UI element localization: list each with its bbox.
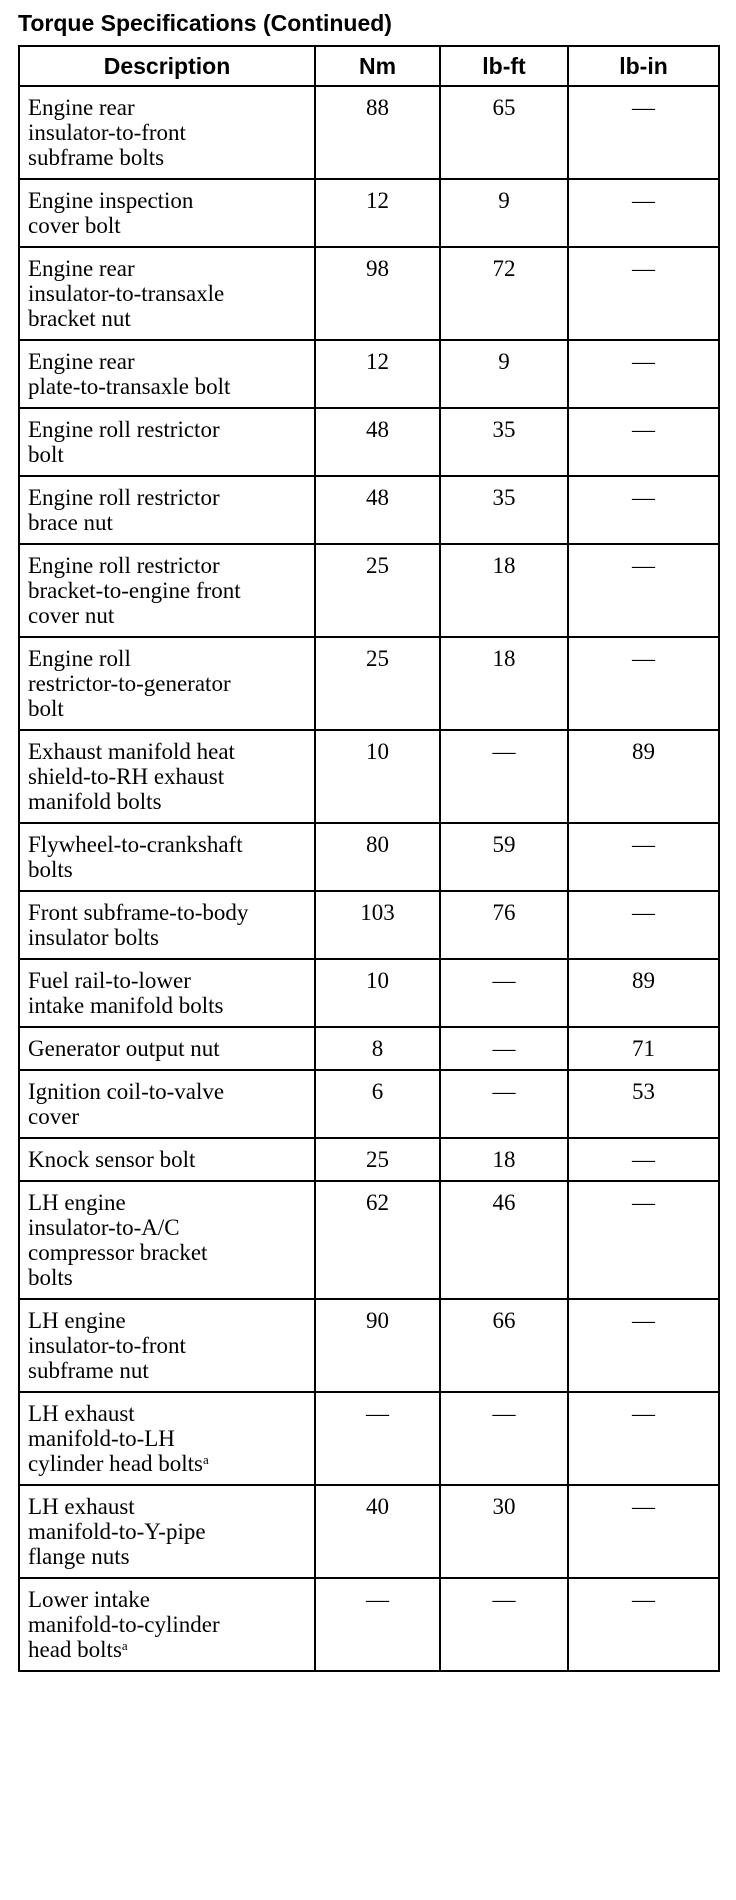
cell-nm: 10 [315, 730, 440, 823]
table-row [19, 179, 719, 247]
cell-lbft: 35 [440, 408, 568, 476]
cell-nm: 90 [315, 1299, 440, 1392]
cell-lbft: 46 [440, 1181, 568, 1299]
footnote-marker: a [121, 1638, 128, 1653]
cell-nm: 12 [315, 179, 440, 247]
cell-description [19, 891, 315, 959]
cell-nm: 25 [315, 1138, 440, 1181]
header-lbin: lb-in [568, 46, 719, 86]
cell-lbft: — [440, 1027, 568, 1070]
table-row [19, 1578, 719, 1671]
description-text: Fuel rail-to-lower intake manifold bolts [28, 968, 224, 1018]
cell-lbft: 18 [440, 544, 568, 637]
cell-lbft: 59 [440, 823, 568, 891]
cell-description [19, 1138, 315, 1181]
description-text: Generator output nut [28, 1036, 220, 1061]
cell-nm: 103 [315, 891, 440, 959]
cell-lbin: — [568, 1485, 719, 1578]
cell-nm: 12 [315, 340, 440, 408]
cell-lbft: 76 [440, 891, 568, 959]
cell-nm: 98 [315, 247, 440, 340]
table-row [19, 1392, 719, 1485]
description-text: Lower intake manifold-to-cylinder head bolts [28, 1587, 220, 1662]
description-text: Engine roll restrictor bolt [28, 417, 220, 467]
cell-lbft: 9 [440, 179, 568, 247]
cell-lbin: — [568, 179, 719, 247]
description-text: Engine roll restrictor bracket-to-engine front cover nut [28, 553, 241, 628]
cell-nm: 40 [315, 1485, 440, 1578]
cell-description [19, 637, 315, 730]
cell-lbft: — [440, 1578, 568, 1671]
page-title: Torque Specifications (Continued) [18, 10, 392, 36]
description-text: Engine rear plate-to-transaxle bolt [28, 349, 231, 399]
table-row [19, 823, 719, 891]
cell-lbin: — [568, 891, 719, 959]
table-row [19, 476, 719, 544]
description-text: LH engine insulator-to-A/C compressor bracket bolts [28, 1190, 208, 1290]
description-text: LH exhaust manifold-to-LH cylinder head bolts [28, 1401, 204, 1476]
description-text: Ignition coil-to-valve cover [28, 1079, 225, 1129]
cell-lbin: — [568, 247, 719, 340]
cell-description [19, 1070, 315, 1138]
table-row [19, 1070, 719, 1138]
table-row [19, 1485, 719, 1578]
table-body [19, 86, 719, 1671]
cell-nm: 8 [315, 1027, 440, 1070]
header-nm: Nm [315, 46, 440, 86]
cell-description [19, 86, 315, 179]
cell-description [19, 1485, 315, 1578]
table-row [19, 1181, 719, 1299]
cell-description [19, 1027, 315, 1070]
table-row [19, 408, 719, 476]
description-text: Engine rear insulator-to-front subframe bolts [28, 95, 186, 170]
cell-lbft: 18 [440, 1138, 568, 1181]
table-row [19, 247, 719, 340]
cell-nm: 88 [315, 86, 440, 179]
cell-description [19, 730, 315, 823]
cell-lbft: — [440, 959, 568, 1027]
cell-lbft: 72 [440, 247, 568, 340]
cell-description [19, 1181, 315, 1299]
cell-lbin: — [568, 86, 719, 179]
cell-lbin: 89 [568, 730, 719, 823]
cell-lbin: — [568, 637, 719, 730]
cell-nm: 48 [315, 476, 440, 544]
cell-lbft: 18 [440, 637, 568, 730]
table-row [19, 891, 719, 959]
cell-lbin: — [568, 823, 719, 891]
cell-lbft: 9 [440, 340, 568, 408]
description-text: Front subframe-to-body insulator bolts [28, 900, 249, 950]
cell-description [19, 247, 315, 340]
cell-nm: 6 [315, 1070, 440, 1138]
table-row [19, 1138, 719, 1181]
cell-nm: — [315, 1578, 440, 1671]
footnote-marker: a [203, 1452, 209, 1467]
torque-spec-table [18, 45, 720, 1672]
cell-lbin: — [568, 1299, 719, 1392]
cell-lbft: 66 [440, 1299, 568, 1392]
cell-nm: — [315, 1392, 440, 1485]
cell-nm: 62 [315, 1181, 440, 1299]
cell-lbft: — [440, 1070, 568, 1138]
cell-lbin: 53 [568, 1070, 719, 1138]
table-row [19, 637, 719, 730]
cell-description [19, 823, 315, 891]
description-text: Knock sensor bolt [28, 1147, 196, 1172]
table-row [19, 1299, 719, 1392]
cell-lbin: 89 [568, 959, 719, 1027]
description-text: Engine roll restrictor brace nut [28, 485, 220, 535]
cell-lbin: — [568, 476, 719, 544]
cell-lbft: — [440, 730, 568, 823]
cell-nm: 48 [315, 408, 440, 476]
table-row [19, 730, 719, 823]
table-row [19, 1027, 719, 1070]
table-row [19, 86, 719, 179]
cell-lbin: — [568, 544, 719, 637]
cell-lbin: — [568, 1138, 719, 1181]
table-header-row [19, 46, 719, 86]
cell-lbft: 30 [440, 1485, 568, 1578]
cell-description [19, 959, 315, 1027]
description-text: Engine rear insulator-to-transaxle bracket nut [28, 256, 225, 331]
cell-nm: 10 [315, 959, 440, 1027]
cell-lbft: — [440, 1392, 568, 1485]
cell-nm: 80 [315, 823, 440, 891]
cell-description [19, 179, 315, 247]
cell-description [19, 1299, 315, 1392]
description-text: LH exhaust manifold-to-Y-pipe flange nuts [28, 1494, 206, 1569]
cell-description [19, 1578, 315, 1671]
cell-lbft: 65 [440, 86, 568, 179]
cell-lbin: 71 [568, 1027, 719, 1070]
cell-lbin: — [568, 1181, 719, 1299]
description-text: Exhaust manifold heat shield-to-RH exhaust manifold bolts [28, 739, 235, 814]
cell-lbin: — [568, 340, 719, 408]
description-text: Engine inspection cover bolt [28, 188, 194, 238]
table-row [19, 544, 719, 637]
cell-lbft: 35 [440, 476, 568, 544]
cell-description [19, 340, 315, 408]
cell-description [19, 544, 315, 637]
cell-lbin: — [568, 1392, 719, 1485]
description-text: Engine roll restrictor-to-generator bolt [28, 646, 231, 721]
description-text: Flywheel-to-crankshaft bolts [28, 832, 243, 882]
cell-description [19, 476, 315, 544]
cell-nm: 25 [315, 544, 440, 637]
cell-nm: 25 [315, 637, 440, 730]
cell-description [19, 1392, 315, 1485]
header-lbft: lb-ft [440, 46, 568, 86]
cell-description [19, 408, 315, 476]
cell-lbin: — [568, 408, 719, 476]
header-description: Description [19, 46, 315, 86]
table-row [19, 959, 719, 1027]
table-row [19, 340, 719, 408]
description-text: LH engine insulator-to-front subframe nut [28, 1308, 186, 1383]
cell-lbin: — [568, 1578, 719, 1671]
